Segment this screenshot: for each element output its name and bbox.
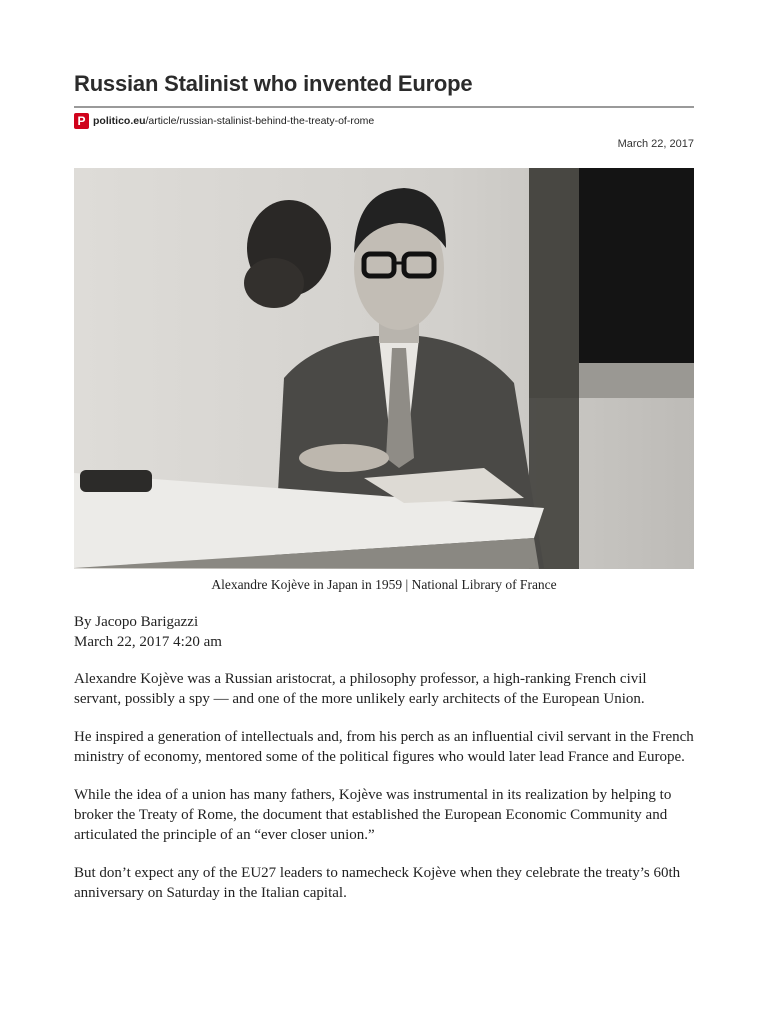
paragraph: While the idea of a union has many fathers, Kojève was instrumental in its realization by helping to broker the Treaty of Rome, the document that established the European Economic Community and articulated the principle of an “ever closer union.”	[74, 787, 672, 843]
author: By Jacopo Barigazzi	[74, 614, 199, 630]
photo-caption: Alexandre Kojève in Japan in 1959 | National Library of France	[211, 577, 557, 592]
hat-shadow	[244, 258, 304, 308]
paragraph: He inspired a generation of intellectuals and, from his perch as an influential civil servant in the French ministry of economy, mentored some of the political figures who would later lead France and Europe.	[74, 729, 694, 765]
politico-logo-icon: P	[74, 113, 89, 129]
source-link[interactable]	[74, 112, 374, 129]
article-photo	[74, 168, 694, 569]
paragraph: Alexandre Kojève was a Russian aristocrat, a philosophy professor, a high-ranking French civil servant, possibly a spy — and one of the more unlikely early architects of the European Union.	[74, 671, 647, 707]
byline-timestamp: March 22, 2017 4:20 am	[74, 634, 222, 650]
publish-date: March 22, 2017	[617, 138, 694, 150]
window-glass	[579, 168, 694, 363]
title-divider	[74, 106, 694, 108]
paragraph: But don’t expect any of the EU27 leaders to namecheck Kojève when they celebrate the treaty’s 60th anniversary on Saturday in the Italian capital.	[74, 865, 681, 901]
source-url[interactable]	[93, 115, 374, 127]
article-title: Russian Stalinist who invented Europe	[74, 71, 473, 96]
article-body	[74, 669, 694, 921]
desk-object	[80, 470, 152, 492]
source-path: /article/russian-stalinist-behind-the-treaty-of-rome	[145, 114, 375, 127]
byline	[74, 612, 222, 652]
hand	[299, 444, 389, 472]
photo-illustration	[74, 168, 694, 569]
source-domain: politico.eu	[93, 114, 146, 127]
